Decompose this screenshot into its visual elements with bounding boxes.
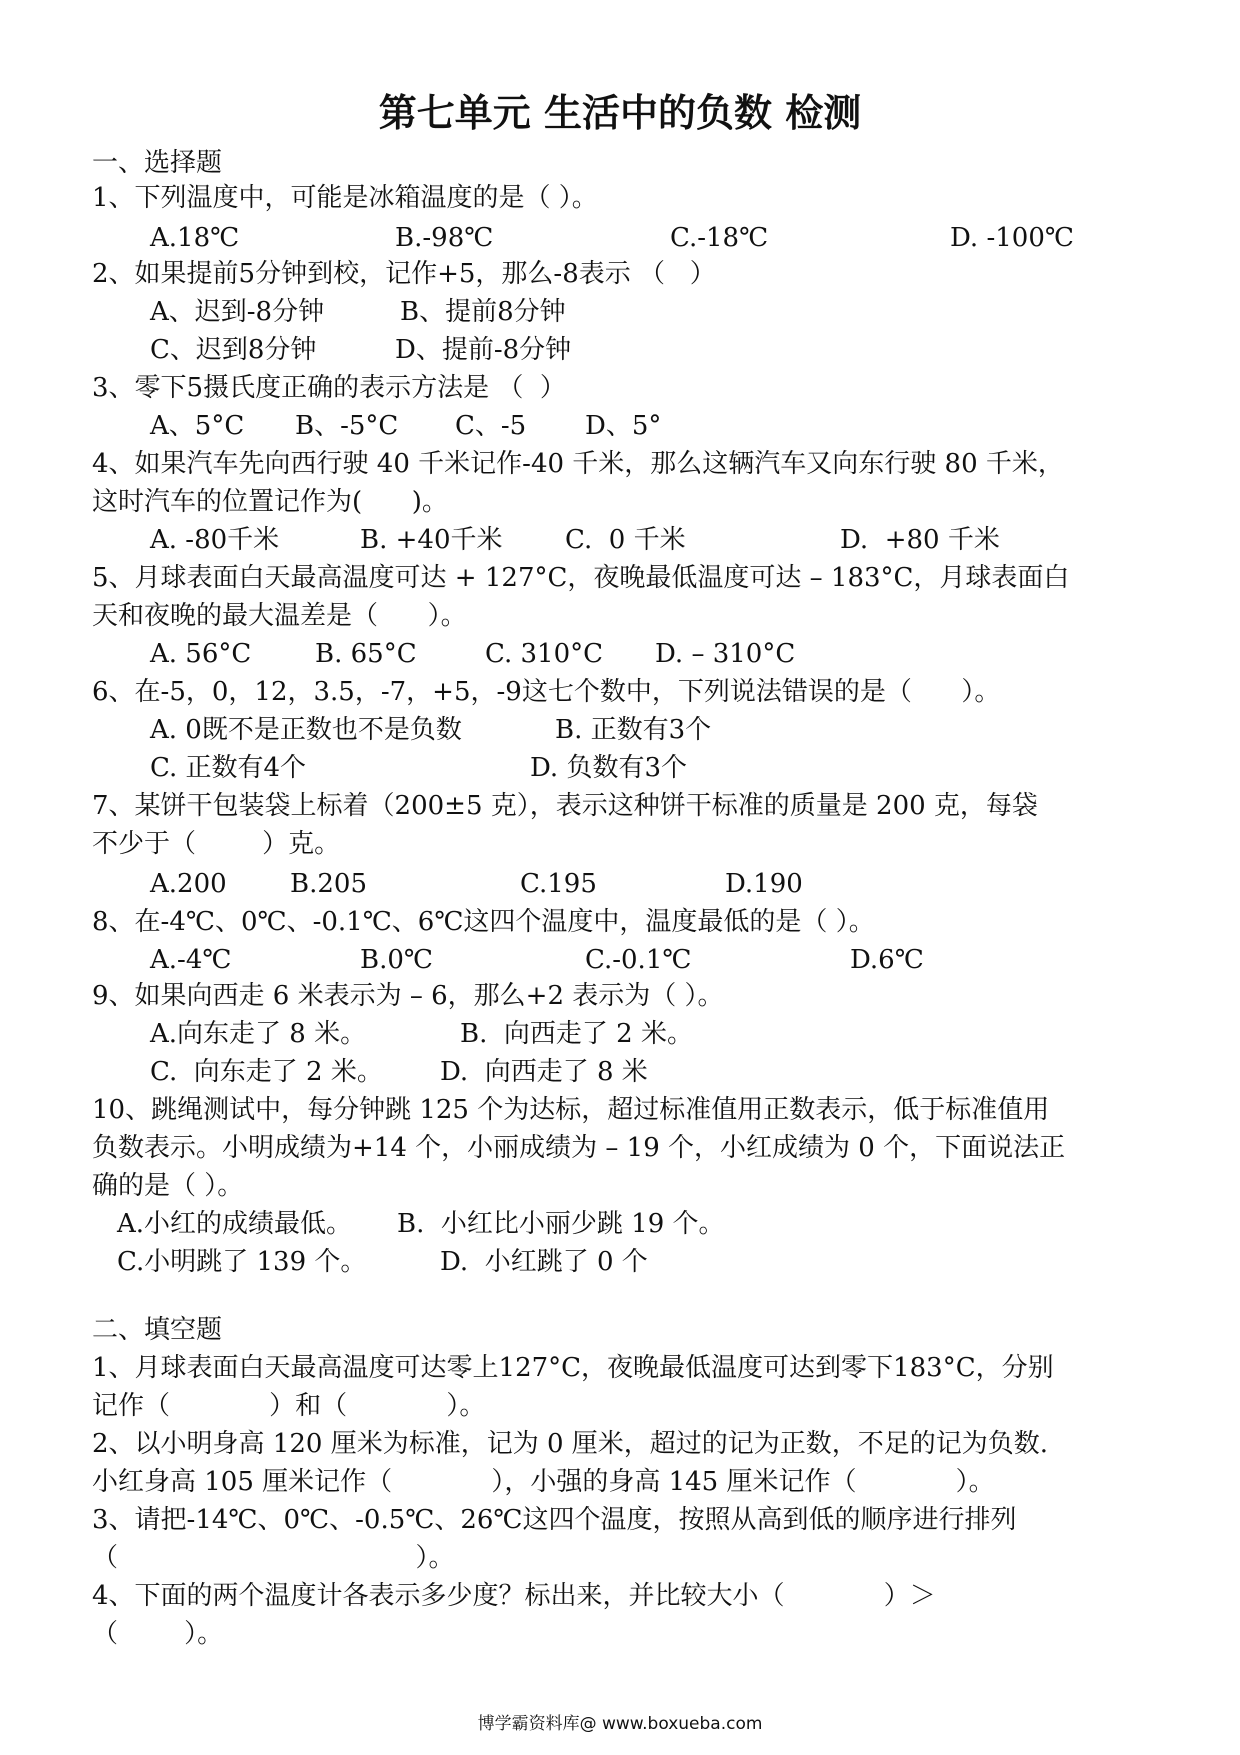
page-footer: 博学霸资料库@ www.boxueba.com (477, 1714, 763, 1734)
q7-stem-line2: 不少于（ ）克。 (92, 829, 341, 859)
q4-stem-line1: 4、如果汽车先向西行驶 40 千米记作-40 千米，那么这辆汽车又向东行驶 80 千米， (92, 449, 1064, 479)
q10-stem-line3: 确的是（ ）。 (92, 1171, 244, 1201)
q7-stem-line1: 7、某饼干包装袋上标着（200±5 克），表示这种饼干标准的质量是 200 克，每袋 (92, 791, 1038, 821)
q10-option-d: D. 小红跳了 0 个 (440, 1247, 648, 1277)
q5-stem-line2: 天和夜晚的最大温差是（ ）。 (92, 601, 467, 631)
q3-option-a: A、5°C (150, 411, 245, 441)
q6-option-b: B. 正数有3个 (555, 715, 712, 745)
section2-heading: 二、填空题 (92, 1315, 223, 1345)
q5-option-d: D. – 310°C (655, 639, 796, 669)
fill-q4-line1: 4、下面的两个温度计各表示多少度？标出来，并比较大小（ ）＞ (92, 1581, 936, 1611)
q6-option-d: D. 负数有3个 (530, 753, 687, 783)
fill-q1-line2: 记作（ ）和（ ）。 (92, 1391, 486, 1421)
q7-option-c: C.195 (520, 869, 597, 899)
q7-option-b: B.205 (290, 869, 367, 899)
q1-option-d: D. -100℃ (950, 223, 1074, 253)
q9-option-d: D. 向西走了 8 米 (440, 1057, 648, 1087)
q9-option-b: B. 向西走了 2 米。 (460, 1019, 693, 1049)
fill-q4-line2: （ ）。 (92, 1619, 224, 1649)
q7-option-d: D.190 (725, 869, 803, 899)
q1-option-a: A.18℃ (150, 223, 240, 253)
q4-stem-line2: 这时汽车的位置记作为( )。 (92, 487, 448, 517)
q10-option-b: B. 小红比小丽少跳 19 个。 (397, 1209, 725, 1239)
q4-option-d: D. +80 千米 (840, 525, 1000, 555)
q8-option-c: C.-0.1℃ (585, 945, 692, 975)
q10-stem-line1: 10、跳绳测试中，每分钟跳 125 个为达标，超过标准值用正数表示，低于标准值用 (92, 1095, 1050, 1125)
fill-q1-line1: 1、月球表面白天最高温度可达零上127°C，夜晚最低温度可达到零下183°C，分别 (92, 1353, 1054, 1383)
q1-option-c: C.-18℃ (670, 223, 769, 253)
q5-option-b: B. 65°C (315, 639, 417, 669)
q2-stem: 2、如果提前5分钟到校，记作+5，那么-8表示 （ ） (92, 259, 716, 289)
q8-stem: 8、在-4℃、0℃、-0.1℃、6℃这四个温度中，温度最低的是（ ）。 (92, 907, 875, 937)
q8-option-b: B.0℃ (360, 945, 433, 975)
q9-option-a: A.向东走了 8 米。 (150, 1019, 367, 1049)
q6-option-a: A. 0既不是正数也不是负数 (150, 715, 462, 745)
q5-stem-line1: 5、月球表面白天最高温度可达 + 127°C，夜晚最低温度可达 – 183°C，月球表面白 (92, 563, 1070, 593)
q1-stem: 1、下列温度中，可能是冰箱温度的是（ ）。 (92, 183, 598, 213)
page-title: 第七单元 生活中的负数 检测 (378, 90, 862, 135)
q1-option-b: B.-98℃ (395, 223, 494, 253)
q5-option-a: A. 56°C (150, 639, 252, 669)
fill-q3-line2: （ ）。 (92, 1543, 455, 1573)
q5-option-c: C. 310°C (485, 639, 604, 669)
q3-stem: 3、零下5摄氏度正确的表示方法是 （ ） (92, 373, 566, 403)
q4-option-b: B. +40千米 (360, 525, 503, 555)
q2-option-c: C、迟到8分钟 (150, 335, 317, 365)
q10-option-c: C.小明跳了 139 个。 (117, 1247, 367, 1277)
q8-option-d: D.6℃ (850, 945, 924, 975)
q10-stem-line2: 负数表示。小明成绩为+14 个，小丽成绩为 – 19 个，小红成绩为 0 个，下面说法正 (92, 1133, 1066, 1163)
q10-option-a: A.小红的成绩最低。 (117, 1209, 353, 1239)
q3-option-c: C、-5 (455, 411, 527, 441)
q4-option-a: A. -80千米 (150, 525, 280, 555)
fill-q2-line1: 2、以小明身高 120 厘米为标准，记为 0 厘米，超过的记为正数，不足的记为负数. (92, 1429, 1049, 1459)
q8-option-a: A.-4℃ (150, 945, 232, 975)
q2-option-d: D、提前-8分钟 (395, 335, 572, 365)
q3-option-d: D、5° (585, 411, 662, 441)
q2-option-a: A、迟到-8分钟 (150, 297, 325, 327)
q7-option-a: A.200 (150, 869, 227, 899)
q3-option-b: B、-5°C (295, 411, 399, 441)
q9-option-c: C. 向东走了 2 米。 (150, 1057, 383, 1087)
q6-option-c: C. 正数有4个 (150, 753, 307, 783)
section1-heading: 一、选择题 (92, 148, 223, 178)
q6-stem: 6、在-5，0，12，3.5，-7，+5，-9这七个数中，下列说法错误的是（ ）。 (92, 677, 1001, 707)
q2-option-b: B、提前8分钟 (400, 297, 566, 327)
q4-option-c: C. 0 千米 (565, 525, 686, 555)
fill-q2-line2: 小红身高 105 厘米记作（ ），小强的身高 145 厘米记作（ ）。 (92, 1467, 995, 1497)
fill-q3-line1: 3、请把-14℃、0℃、-0.5℃、26℃这四个温度，按照从高到低的顺序进行排列 (92, 1505, 1017, 1535)
q9-stem: 9、如果向西走 6 米表示为 – 6，那么+2 表示为（ ）。 (92, 981, 724, 1011)
